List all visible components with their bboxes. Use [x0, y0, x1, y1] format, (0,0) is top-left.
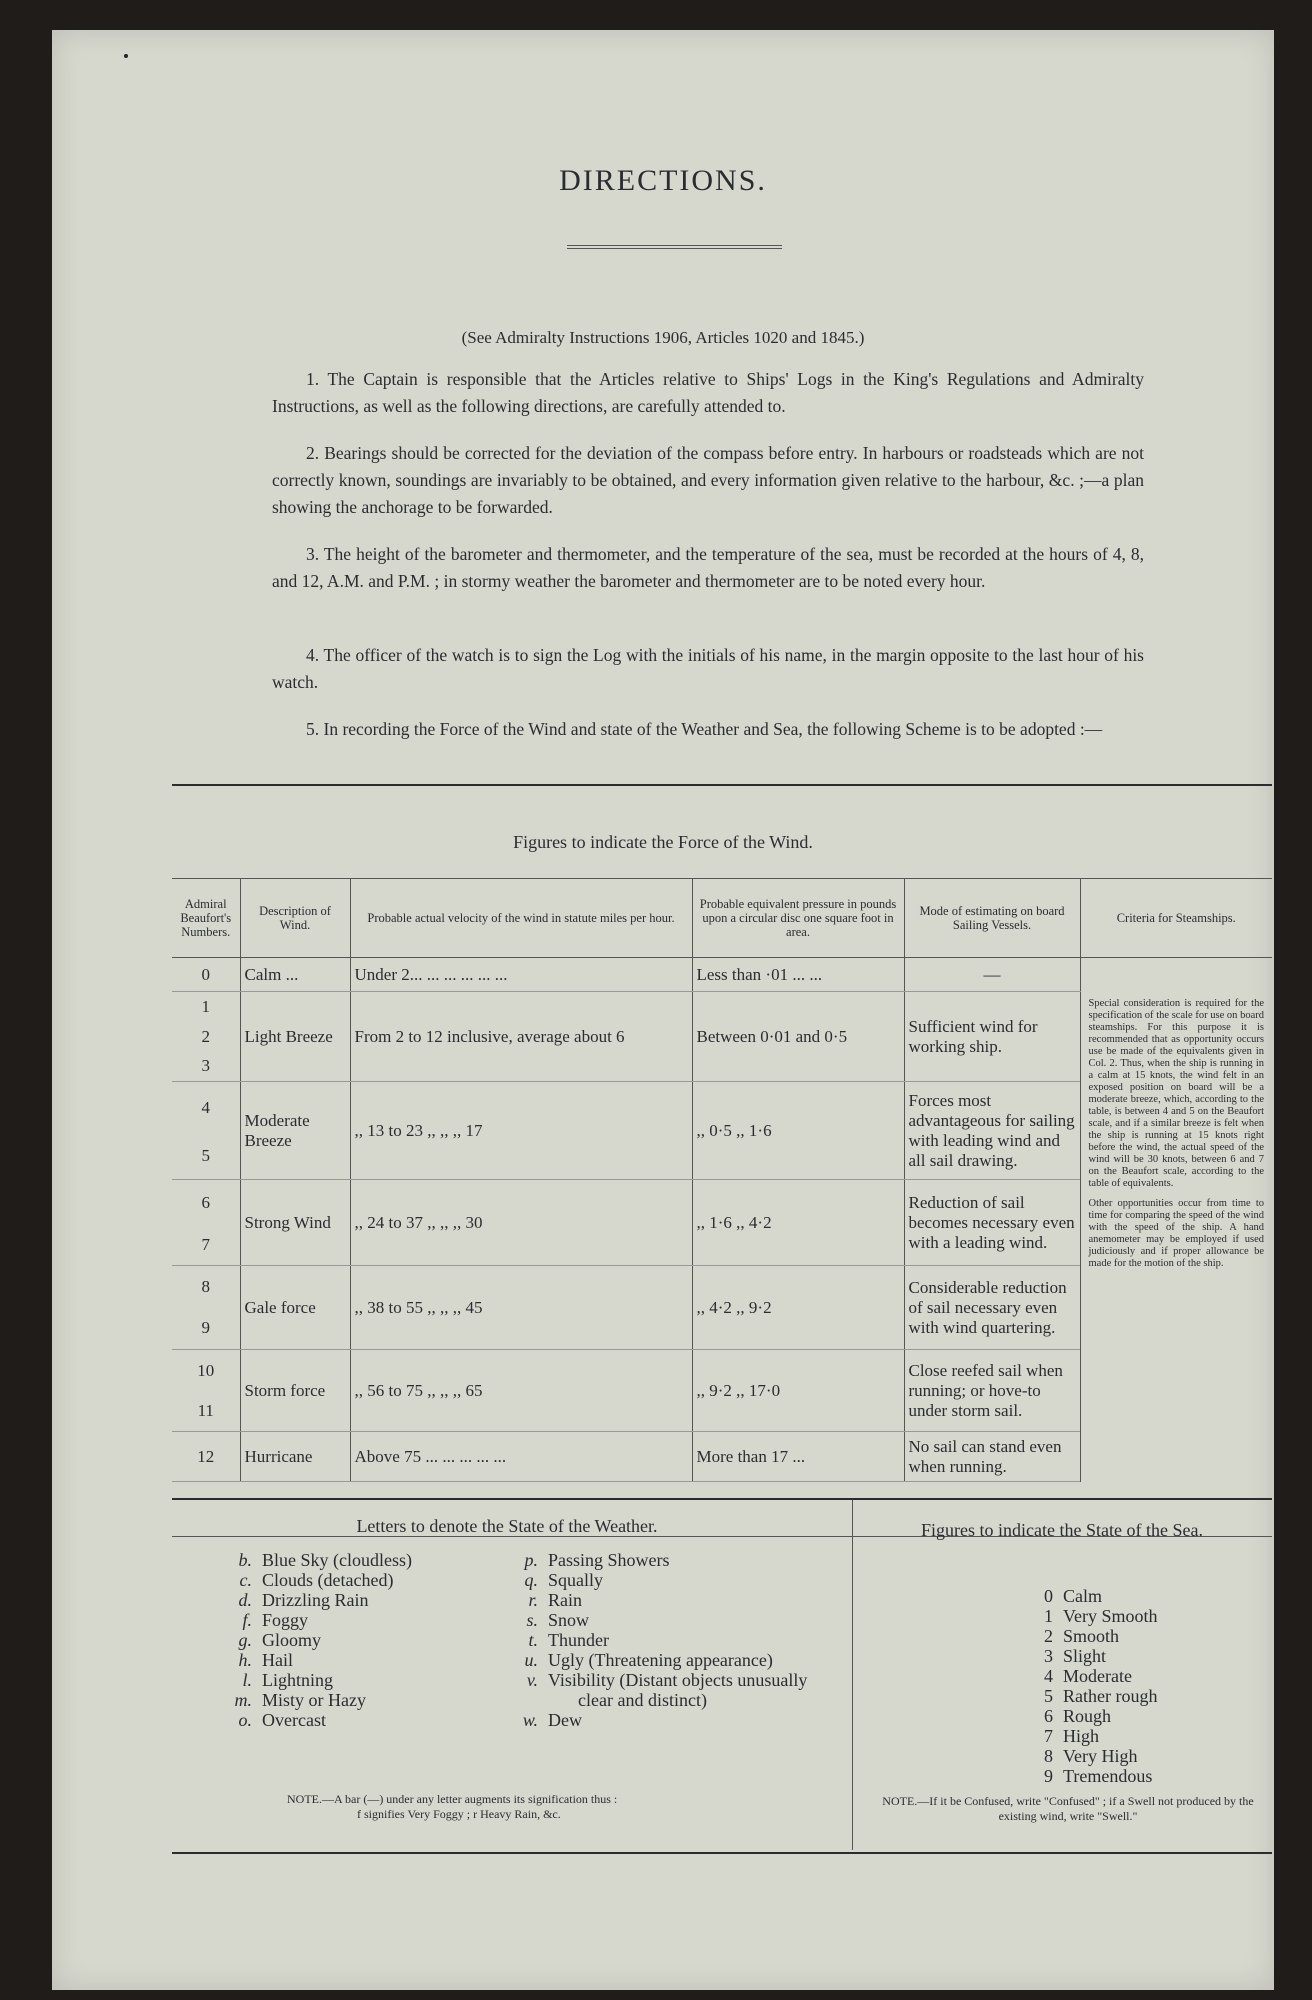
weather-key: m.	[234, 1690, 252, 1710]
criteria-cell	[1080, 958, 1272, 1482]
weather-key: s.	[526, 1610, 538, 1630]
criteria-text-1: Special consideration is required for the specification of the scale for use on board steamships. For this purpose it is recommended that as opportunity occurs use be made of the equivalents given in Col. 2. Thus, when the ship is running in a calm at 15 knots, the wind felt in an exposed position on board will be a moderate breeze, which, according to the table, is between 4 and 5 on the Beaufort scale, and if a similar breeze is felt when the ship is running at 15 knots right before the wind, the actual speed of the wind will be 30 knots, between 6 and 7 on the Beaufort scale, according to the table of equivalents.	[1088, 998, 1264, 1189]
header-criteria: Criteria for Steamships.	[1080, 879, 1272, 958]
paragraph-3	[272, 541, 1144, 595]
weather-value: Misty or Hazy	[262, 1690, 366, 1710]
title-rule	[567, 245, 782, 249]
sailing-mode: —	[904, 958, 1080, 992]
weather-key: d.	[238, 1590, 252, 1610]
sea-value: Slight	[1063, 1646, 1107, 1666]
sea-key: 4	[1044, 1666, 1053, 1686]
list-item	[1037, 1586, 1158, 1606]
sea-value: High	[1063, 1726, 1099, 1746]
wind-velocity: ,, 13 to 23 ,, ,, ,, 17	[350, 1082, 692, 1180]
weather-value: Squally	[548, 1570, 604, 1590]
list-item	[1037, 1646, 1158, 1666]
list-item	[224, 1590, 412, 1610]
weather-value: Ugly (Threatening appearance)	[548, 1650, 773, 1670]
weather-key: b.	[238, 1550, 252, 1570]
weather-value: Foggy	[262, 1610, 309, 1630]
sea-value: Very High	[1063, 1746, 1138, 1766]
wind-pressure: ,, 4·2 ,, 9·2	[692, 1266, 904, 1350]
sea-value: Calm	[1063, 1586, 1102, 1606]
wind-velocity: Above 75 ... ... ... ... ...	[350, 1432, 692, 1482]
sailing-mode: Reduction of sail becomes necessary even with a leading wind.	[904, 1180, 1080, 1266]
ink-dot	[124, 54, 128, 58]
weather-list-2	[510, 1550, 807, 1730]
weather-value: Hail	[262, 1650, 293, 1670]
weather-value: clear and distinct)	[578, 1690, 707, 1710]
list-item	[1037, 1726, 1158, 1746]
weather-key: f.	[242, 1610, 252, 1630]
sea-note: NOTE.—If it be Confused, write "Confused" ; if a Swell not produced by the existing wind, write "Swell."	[882, 1794, 1254, 1823]
list-item	[224, 1550, 412, 1570]
list-item	[224, 1710, 412, 1730]
beaufort-number: 0	[172, 958, 240, 992]
sea-key: 3	[1044, 1646, 1053, 1666]
weather-note-line-2: f signifies Very Foggy ; r Heavy Rain, &c.	[357, 1807, 561, 1821]
list-item	[1037, 1766, 1158, 1786]
sea-key: 6	[1044, 1706, 1053, 1726]
weather-key: v.	[526, 1670, 538, 1690]
table-header-row	[172, 879, 1272, 958]
wind-velocity: ,, 56 to 75 ,, ,, ,, 65	[350, 1350, 692, 1432]
table-bottom-rule	[172, 1498, 1272, 1500]
table-row	[172, 958, 1272, 992]
beaufort-number: 7	[172, 1226, 240, 1266]
wind-velocity: From 2 to 12 inclusive, average about 6	[350, 992, 692, 1082]
paragraph-5	[272, 716, 1144, 743]
section-rule	[172, 784, 1272, 786]
list-item	[1037, 1706, 1158, 1726]
wind-pressure: Less than ·01 ... ...	[692, 958, 904, 992]
sea-value: Smooth	[1063, 1626, 1120, 1646]
list-item	[510, 1590, 807, 1610]
weather-key: r.	[528, 1590, 538, 1610]
weather-note	[287, 1792, 617, 1822]
wind-velocity: ,, 24 to 37 ,, ,, ,, 30	[350, 1180, 692, 1266]
sailing-mode: Close reefed sail when running; or hove-to under storm sail.	[904, 1350, 1080, 1432]
list-item	[1037, 1666, 1158, 1686]
header-beaufort: Admiral Beaufort's Numbers.	[172, 879, 240, 958]
sea-key: 9	[1044, 1766, 1053, 1786]
beaufort-number: 4	[201, 1097, 210, 1117]
weather-key: u.	[524, 1650, 538, 1670]
beaufort-number: 11	[172, 1392, 240, 1432]
weather-value: Gloomy	[262, 1630, 322, 1650]
beaufort-number: 1	[201, 996, 210, 1016]
header-velocity: Probable actual velocity of the wind in statute miles per hour.	[350, 879, 692, 958]
weather-key: c.	[239, 1570, 252, 1590]
wind-pressure: ,, 9·2 ,, 17·0	[692, 1350, 904, 1432]
sea-value: Moderate	[1063, 1666, 1132, 1686]
wind-description: Strong Wind	[240, 1180, 350, 1266]
beaufort-number: 2	[201, 1026, 210, 1046]
list-item	[510, 1670, 807, 1690]
list-item	[1037, 1606, 1158, 1626]
weather-value: Passing Showers	[548, 1550, 670, 1570]
wind-description: Moderate Breeze	[240, 1082, 350, 1180]
beaufort-number: 5	[172, 1134, 240, 1180]
list-item	[510, 1630, 807, 1650]
wind-description: Hurricane	[240, 1432, 350, 1482]
criteria-text-2: Other opportunities occur from time to time for comparing the speed of the wind with the speed of the ship. A hand anemometer may be employed if used judiciously and if proper allowance be made for the motion of the ship.	[1088, 1198, 1264, 1269]
wind-pressure: More than 17 ...	[692, 1432, 904, 1482]
list-item	[510, 1690, 807, 1710]
paragraph-text: 2. Bearings should be corrected for the deviation of the compass before entry. In harbours or roadsteads which are not correctly known, soundings are invariably to be obtained, and every information given relative to the harbour, &c. ;—a plan showing the anchorage to be forwarded.	[272, 443, 1144, 517]
sea-title: Figures to indicate the State of the Sea.	[921, 1520, 1203, 1540]
weather-key: q.	[524, 1570, 538, 1590]
paragraph-text: 3. The height of the barometer and thermometer, and the temperature of the sea, must be recorded at the hours of 4, 8, and 12, A.M. and P.M. ; in stormy weather the barometer and thermometer are to be noted every hour.	[272, 544, 1144, 591]
sea-value: Tremendous	[1063, 1766, 1153, 1786]
sea-key: 7	[1044, 1726, 1053, 1746]
paragraph-text: 1. The Captain is responsible that the Articles relative to Ships' Logs in the King's Regulations and Admiralty Instructions, as well as the following directions, are carefully attended to.	[272, 369, 1144, 416]
sea-value: Rough	[1063, 1706, 1112, 1726]
reference-line: (See Admiralty Instructions 1906, Articles 1020 and 1845.)	[461, 328, 865, 347]
weather-value: Dew	[548, 1710, 582, 1730]
weather-key: t.	[528, 1630, 538, 1650]
weather-value: Drizzling Rain	[262, 1590, 369, 1610]
list-item	[510, 1550, 807, 1570]
paragraph-1	[272, 366, 1144, 420]
weather-value: Thunder	[548, 1630, 609, 1650]
weather-key: l.	[242, 1670, 252, 1690]
weather-key: h.	[238, 1650, 252, 1670]
weather-note-line-1: NOTE.—A bar (—) under any letter augments its signification thus :	[287, 1792, 618, 1806]
wind-velocity: ,, 38 to 55 ,, ,, ,, 45	[350, 1266, 692, 1350]
wind-velocity: Under 2... ... ... ... ... ...	[350, 958, 692, 992]
wind-table-caption: Figures to indicate the Force of the Wind.	[513, 832, 813, 852]
paragraph-2	[272, 440, 1144, 521]
wind-pressure: Between 0·01 and 0·5	[692, 992, 904, 1082]
weather-key: g.	[238, 1630, 252, 1650]
weather-value: Snow	[548, 1610, 590, 1630]
header-mode: Mode of estimating on board Sailing Vessels.	[904, 879, 1080, 958]
sea-value: Rather rough	[1063, 1686, 1158, 1706]
list-item	[510, 1610, 807, 1630]
list-item	[224, 1670, 412, 1690]
weather-key: w.	[522, 1710, 538, 1730]
list-item	[224, 1610, 412, 1630]
list-item	[510, 1650, 807, 1670]
weather-key: p.	[524, 1550, 538, 1570]
sailing-mode: Forces most advantageous for sailing with leading wind and all sail drawing.	[904, 1082, 1080, 1180]
sailing-mode: Sufficient wind for working ship.	[904, 992, 1080, 1082]
sea-key: 8	[1044, 1746, 1053, 1766]
wind-description: Light Breeze	[240, 992, 350, 1082]
beaufort-number: 9	[172, 1308, 240, 1350]
weather-value: Blue Sky (cloudless)	[262, 1550, 412, 1570]
wind-description: Calm ...	[240, 958, 350, 992]
beaufort-number: 8	[201, 1276, 210, 1296]
header-description: Description of Wind.	[240, 879, 350, 958]
paragraph-text: 5. In recording the Force of the Wind and state of the Weather and Sea, the following Scheme is to be adopted :—	[306, 719, 1103, 739]
header-pressure: Probable equivalent pressure in pounds upon a circular disc one square foot in area.	[692, 879, 904, 958]
beaufort-number: 6	[201, 1192, 210, 1212]
list-item	[1037, 1626, 1158, 1646]
page-title: DIRECTIONS.	[559, 164, 767, 197]
list-item	[224, 1570, 412, 1590]
list-item	[510, 1570, 807, 1590]
sea-key: 2	[1044, 1626, 1053, 1646]
sea-value: Very Smooth	[1063, 1606, 1158, 1626]
weather-title: Letters to denote the State of the Weather.	[356, 1516, 658, 1536]
wind-pressure: ,, 0·5 ,, 1·6	[692, 1082, 904, 1180]
beaufort-number: 3	[172, 1052, 240, 1082]
list-item	[224, 1650, 412, 1670]
weather-value: Overcast	[262, 1710, 326, 1730]
sea-key: 0	[1044, 1586, 1053, 1606]
weather-key: o.	[238, 1710, 252, 1730]
bottom-rule	[172, 1852, 1272, 1854]
weather-value: Visibility (Distant objects unusually	[548, 1670, 808, 1690]
list-item	[224, 1690, 412, 1710]
weather-value: Clouds (detached)	[262, 1570, 394, 1590]
list-item	[1037, 1686, 1158, 1706]
wind-description: Storm force	[240, 1350, 350, 1432]
sea-key: 5	[1044, 1686, 1053, 1706]
sailing-mode: Considerable reduction of sail necessary even with wind quartering.	[904, 1266, 1080, 1350]
weather-value: Rain	[548, 1590, 582, 1610]
sailing-mode: No sail can stand even when running.	[904, 1432, 1080, 1482]
wind-description: Gale force	[240, 1266, 350, 1350]
weather-list-1	[224, 1550, 412, 1730]
paragraph-text: 4. The officer of the watch is to sign the Log with the initials of his name, in the margin opposite to the last hour of his watch.	[272, 645, 1144, 692]
wind-pressure: ,, 1·6 ,, 4·2	[692, 1180, 904, 1266]
list-item	[510, 1710, 807, 1730]
beaufort-number: 10	[197, 1360, 215, 1380]
paragraph-4	[272, 642, 1144, 696]
wind-force-table	[172, 878, 1272, 1482]
sea-list	[1037, 1586, 1158, 1786]
weather-value: Lightning	[262, 1670, 333, 1690]
sea-key: 1	[1044, 1606, 1053, 1626]
section-divider	[852, 1500, 853, 1850]
document-page	[52, 30, 1274, 1990]
list-item	[224, 1630, 412, 1650]
list-item	[1037, 1746, 1158, 1766]
beaufort-number: 12	[172, 1432, 240, 1482]
